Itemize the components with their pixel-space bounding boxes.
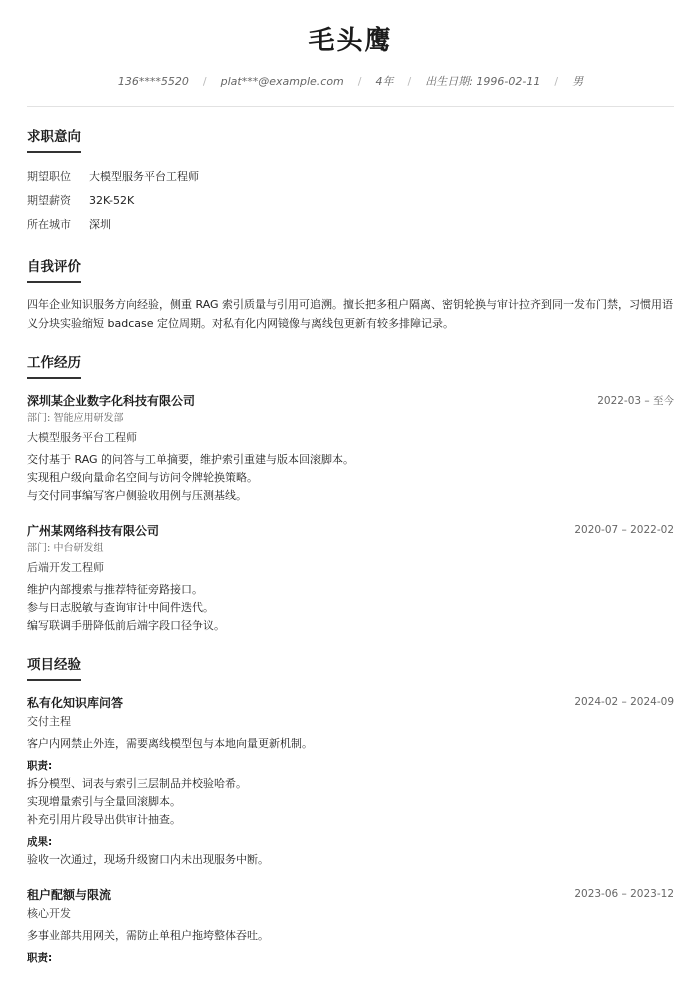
contact-separator: / [202,74,207,88]
work-experience-section [27,351,674,635]
project-description: 客户内网禁止外连，需要离线模型包与本地向量更新机制。 [27,737,313,750]
project-entry [27,693,674,869]
project-role: 交付主程 [27,715,71,728]
results-label: 成果: [27,836,53,848]
project-experience-section [27,653,674,967]
intent-row-city [27,213,674,237]
intent-row-salary [27,189,674,213]
phone-number: 136****5520 [117,74,189,88]
work-detail-line: 编写联调手册降低前后端字段口径争议。 [27,619,225,632]
candidate-name: 毛头鹰 [308,26,393,56]
company-name: 深圳某企业数字化科技有限公司 [27,393,196,408]
job-intent-section [27,125,674,237]
contact-separator: / [554,74,559,88]
project-entry [27,885,674,967]
experience-years: 4年 [375,75,394,88]
intent-value: 32K-52K [89,194,135,207]
section-title: 项目经验 [27,653,81,681]
section-title: 工作经历 [27,351,81,379]
intent-label: 期望职位 [27,170,71,183]
section-title: 求职意向 [27,125,81,153]
self-evaluation-text: 四年企业知识服务方向经验，侧重 RAG 索引质量与引用可追溯。擅长把多租户隔离、密钥轮换与审计拉齐到同一发布门禁，习惯用语义分块实验缩短 badcase 定位周期。对私有化内网镜像与离线包更新有较多排障记录。 [27,298,674,330]
project-name: 私有化知识库问答 [27,695,124,710]
project-name: 租户配额与限流 [27,887,112,902]
intent-value: 深圳 [89,218,111,231]
date-range: 2022-03 – 至今 [597,394,674,407]
job-title: 大模型服务平台工程师 [27,431,137,444]
date-range: 2023-06 – 2023-12 [574,888,674,900]
duties-label: 职责: [27,760,53,772]
intent-value: 大模型服务平台工程师 [89,170,199,183]
duties-label: 职责: [27,952,53,964]
job-title: 后端开发工程师 [27,561,104,574]
date-range: 2024-02 – 2024-09 [574,696,674,708]
duty-line: 补充引用片段导出供审计抽查。 [27,813,181,826]
department: 部门: 中台研发组 [27,543,104,554]
header-divider [27,106,674,107]
project-role: 核心开发 [27,907,71,920]
section-title: 自我评价 [27,255,81,283]
department: 部门: 智能应用研发部 [27,413,124,424]
work-detail-line: 参与日志脱敏与查询审计中间件迭代。 [27,601,214,614]
self-evaluation-section [27,255,674,333]
work-entry [27,391,674,505]
result-line: 验收一次通过，现场升级窗口内未出现服务中断。 [27,853,269,866]
work-entry [27,521,674,635]
project-description: 多事业部共用网关，需防止单租户拖垮整体吞吐。 [27,929,269,942]
contact-separator: / [407,74,412,88]
email-address: plat***@example.com [220,74,344,88]
work-detail-line: 维护内部搜索与推荐特征旁路接口。 [27,583,203,596]
date-range: 2020-07 – 2022-02 [574,524,674,536]
intent-row-position [27,165,674,189]
contact-separator: / [357,74,362,88]
work-detail-line: 交付基于 RAG 的问答与工单摘要，维护索引重建与版本回滚脚本。 [27,453,355,466]
duty-line: 拆分模型、词表与索引三层制品并校验哈希。 [27,777,247,790]
work-detail-line: 与交付同事编写客户侧验收用例与压测基线。 [27,489,247,502]
company-name: 广州某网络科技有限公司 [27,523,160,538]
intent-label: 所在城市 [27,218,71,231]
gender: 男 [572,75,584,88]
work-detail-line: 实现租户级向量命名空间与访问令牌轮换策略。 [27,471,258,484]
contact-bar [27,68,674,94]
intent-label: 期望薪资 [27,194,71,207]
birth-date: 出生日期: 1996-02-11 [425,75,541,88]
duty-line: 实现增量索引与全量回滚脚本。 [27,795,181,808]
